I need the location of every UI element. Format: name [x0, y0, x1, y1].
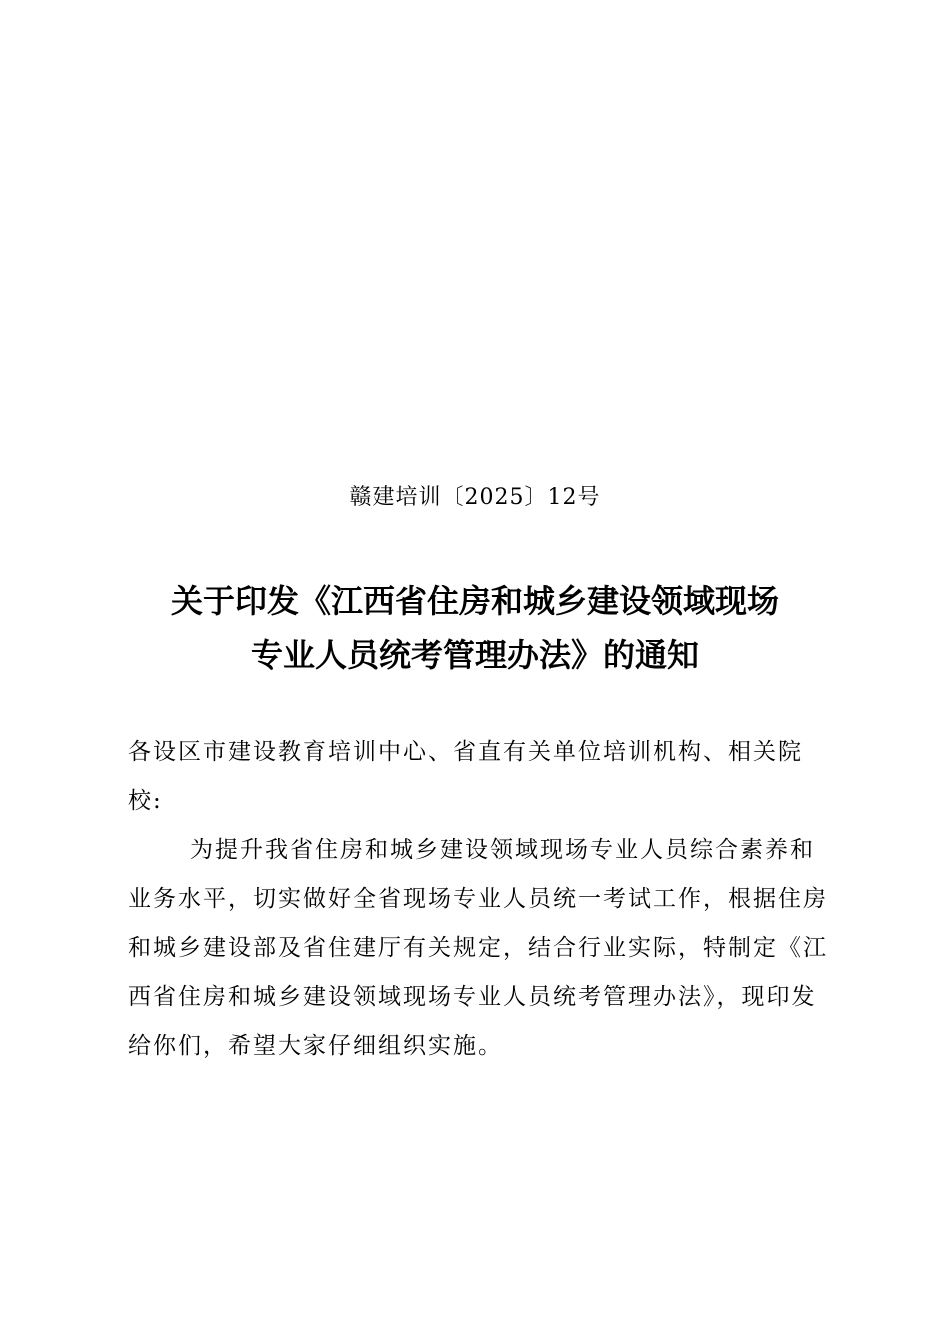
recipient-line: 各设区市建设教育培训中心、省直有关单位培训机构、相关院校: [128, 739, 803, 814]
document-body [128, 728, 828, 1071]
body-paragraph: 为提升我省住房和城乡建设领域现场专业人员综合素养和业务水平，切实做好全省现场专业人员统一考试工作，根据住房和城乡建设部及省住建厅有关规定，结合行业实际，特制定《江西省住房和城乡建设领域现场专业人员统考管理办法》，现印发给你们，希望大家仔细组织实施。 [128, 837, 828, 1059]
title-line-2: 专业人员统考管理办法》的通知 [250, 636, 699, 674]
document-number: 赣建培训〔2025〕12号 [349, 485, 601, 510]
document-title [100, 574, 850, 682]
title-line-1: 关于印发《江西省住房和城乡建设领域现场 [170, 582, 779, 620]
